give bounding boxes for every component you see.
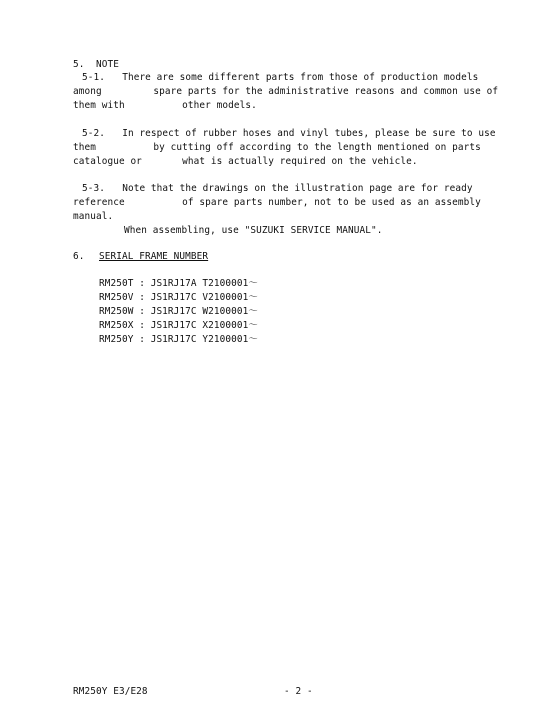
footer-model: RM250Y E3/E28 bbox=[73, 686, 148, 697]
note-5-3-line1: 5-3. Note that the drawings on the illustration page are for ready bbox=[82, 183, 473, 194]
serial-row: RM250Y : JS1RJ17C Y2100001～ bbox=[99, 334, 258, 345]
note-5-3-line3: manual. bbox=[73, 211, 114, 222]
serial-row: RM250X : JS1RJ17C X2100001～ bbox=[99, 320, 258, 331]
serial-row: RM250W : JS1RJ17C W2100001～ bbox=[99, 306, 258, 317]
serial-section-title: SERIAL FRAME NUMBER bbox=[99, 251, 209, 262]
serial-row: RM250T : JS1RJ17A T2100001～ bbox=[99, 278, 258, 289]
note-heading: 5. NOTE bbox=[73, 59, 119, 70]
serial-row: RM250V : JS1RJ17C V2100001～ bbox=[99, 292, 258, 303]
note-5-2-line1: 5-2. In respect of rubber hoses and vinyl tubes, please be sure to use bbox=[82, 128, 496, 139]
note-5-1-line2: among spare parts for the administrative reasons and common use of bbox=[73, 86, 499, 97]
note-5-3-line2: reference of spare parts number, not to be used as an assembly bbox=[73, 197, 481, 208]
note-5-2-line3: catalogue or what is actually required on the vehicle. bbox=[73, 156, 418, 167]
note-5-2-line2: them by cutting off according to the length mentioned on parts bbox=[73, 142, 481, 153]
note-5-3-line4: When assembling, use "SUZUKI SERVICE MANUAL". bbox=[124, 225, 383, 236]
serial-section-number: 6. bbox=[73, 251, 85, 262]
note-5-1-line1: 5-1. There are some different parts from those of production models bbox=[82, 72, 479, 83]
page-number: - 2 - bbox=[284, 686, 313, 697]
note-5-1-line3: them with other models. bbox=[73, 100, 257, 111]
